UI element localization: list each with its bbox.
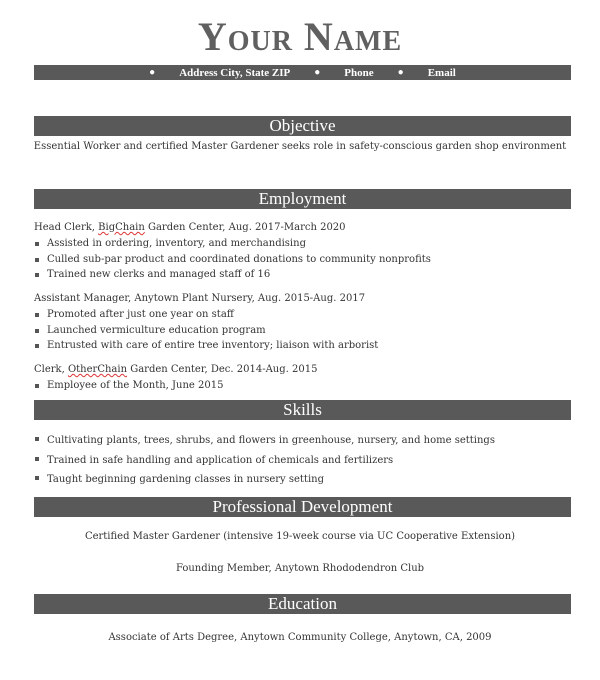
job-title-3 — [34, 363, 317, 377]
section-objective-heading: Objective — [34, 116, 571, 136]
contact-address: Address City, State ZIP — [179, 66, 291, 79]
job-title-1 — [34, 221, 346, 235]
list-item: Assisted in ordering, inventory, and merchandising — [34, 236, 431, 252]
section-development-heading: Professional Development — [34, 497, 571, 517]
job-3-company: OtherChain — [67, 364, 128, 375]
list-item: Employee of the Month, June 2015 — [34, 378, 223, 394]
job-3-suffix: Garden Center, Dec. 2014-Aug. 2015 — [127, 364, 318, 375]
contact-phone: Phone — [344, 66, 374, 79]
development-item-2: Founding Member, Anytown Rhododendron Club — [175, 563, 425, 574]
objective-text: Essential Worker and certified Master Gardener seeks role in safety-conscious garden shop environment — [33, 141, 567, 152]
job-title-2: Assistant Manager, Anytown Plant Nursery, Aug. 2015-Aug. 2017 — [34, 293, 366, 304]
list-item: Taught beginning gardening classes in nursery setting — [34, 470, 495, 490]
job-1-suffix: Garden Center, Aug. 2017-March 2020 — [144, 222, 346, 233]
list-item: Launched vermiculture education program — [34, 323, 378, 339]
bullet-icon: ● — [314, 67, 321, 78]
job-3-prefix: Clerk, — [34, 364, 68, 375]
contact-email: Email — [427, 66, 456, 79]
job-1-company: BigChain — [98, 222, 145, 233]
section-employment-heading: Employment — [34, 189, 571, 209]
job-1-prefix: Head Clerk, — [34, 222, 99, 233]
section-education-heading: Education — [34, 594, 571, 614]
bullet-icon: ● — [397, 67, 404, 78]
list-item: Trained in safe handling and application of chemicals and fertilizers — [34, 451, 495, 471]
list-item: Entrusted with care of entire tree inventory; liaison with arborist — [34, 338, 378, 354]
job-3-bullets — [34, 378, 223, 394]
list-item: Promoted after just one year on staff — [34, 307, 378, 323]
resume-name: Your Name — [197, 14, 403, 59]
bullet-icon: ● — [149, 67, 156, 78]
skills-list — [34, 431, 495, 490]
list-item: Culled sub-par product and coordinated donations to community nonprofits — [34, 252, 431, 268]
development-item-1: Certified Master Gardener (intensive 19-week course via UC Cooperative Extension) — [84, 531, 516, 542]
list-item: Cultivating plants, trees, shrubs, and flowers in greenhouse, nursery, and home settings — [34, 431, 495, 451]
job-2-bullets — [34, 307, 378, 354]
contact-bar — [34, 65, 571, 80]
section-skills-heading: Skills — [34, 400, 571, 420]
education-text: Associate of Arts Degree, Anytown Community College, Anytown, CA, 2009 — [108, 632, 492, 643]
job-1-bullets — [34, 236, 431, 283]
list-item: Trained new clerks and managed staff of 16 — [34, 267, 431, 283]
